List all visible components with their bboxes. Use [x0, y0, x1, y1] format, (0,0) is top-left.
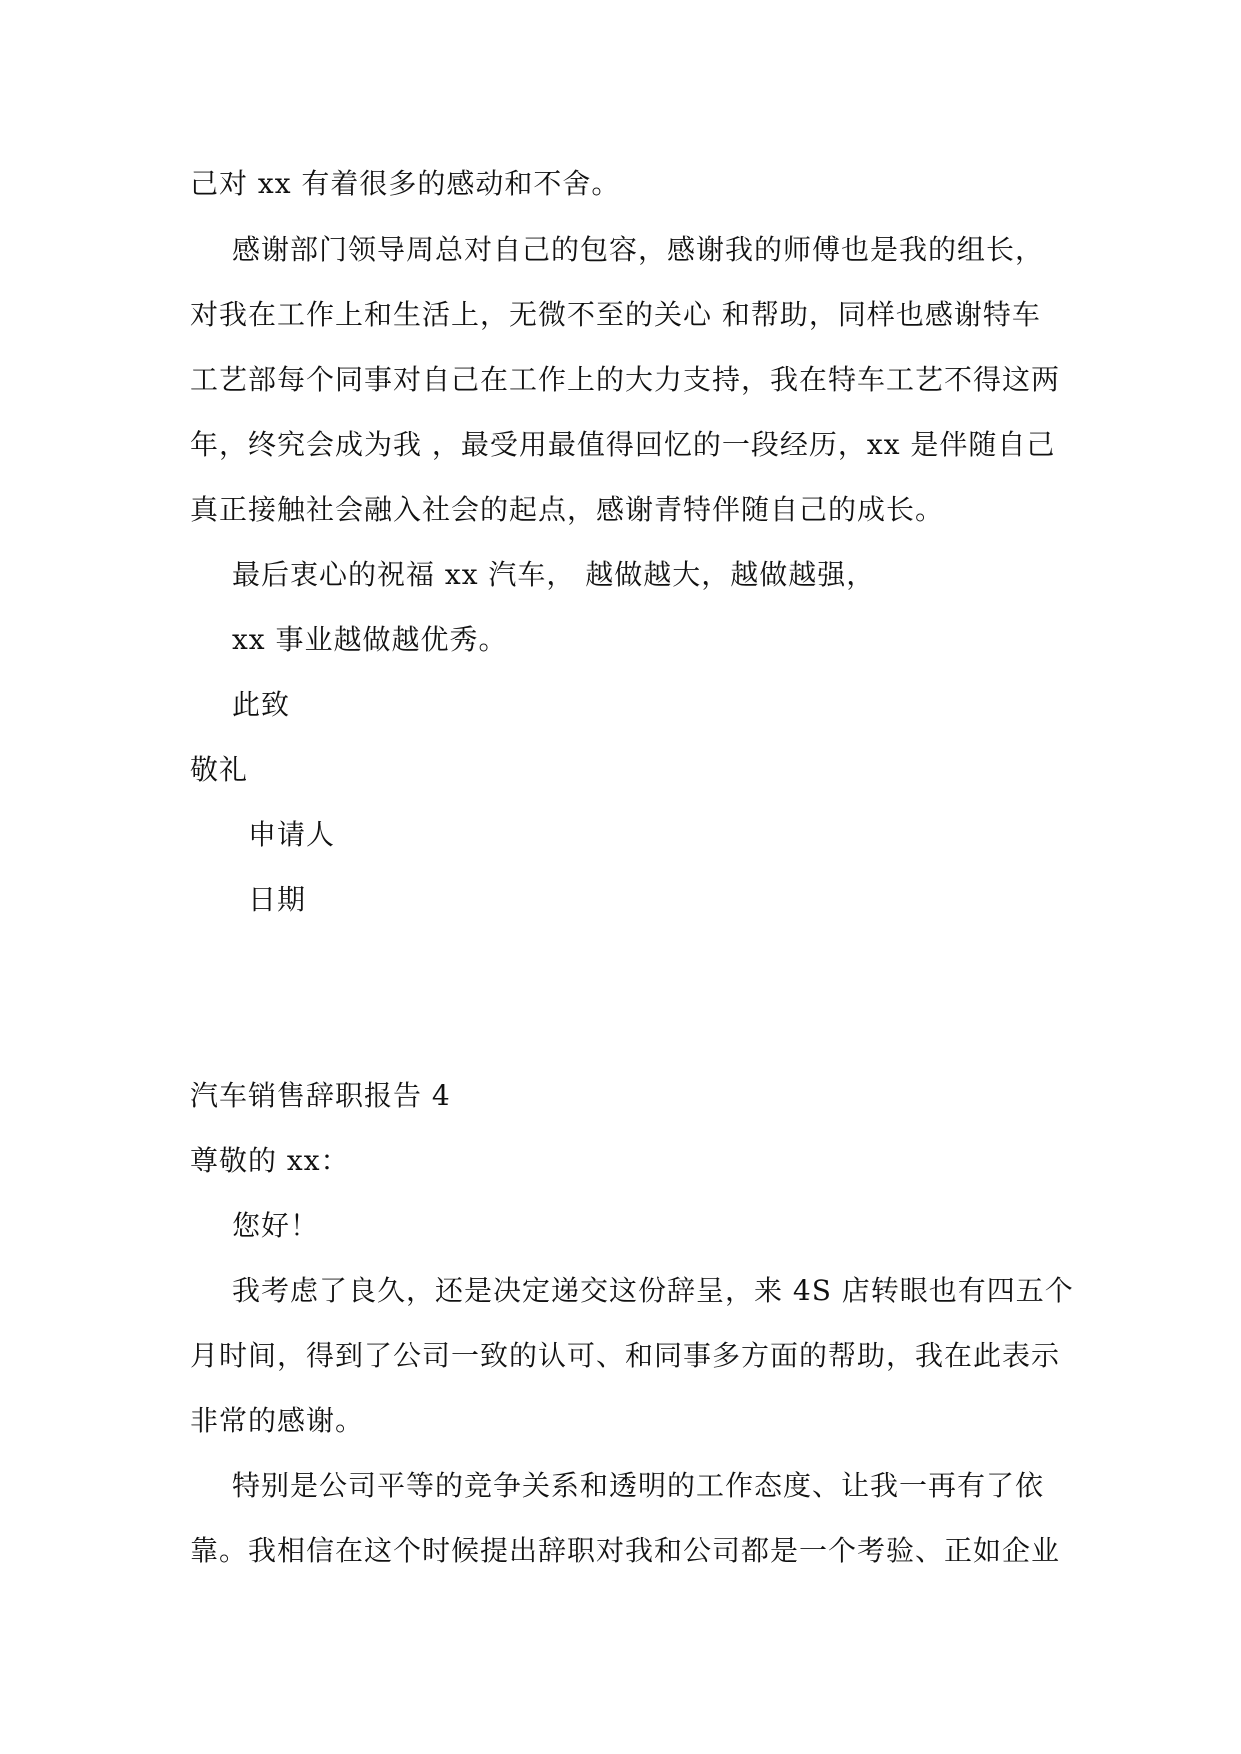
body-text-line: 年，终究会成为我 ，最受用最值得回忆的一段经历，xx 是伴随自己: [190, 428, 1056, 461]
body-text-line: 靠。我相信在这个时候提出辞职对我和公司都是一个考验、正如企业: [190, 1534, 1061, 1567]
greeting: 您好！: [232, 1209, 320, 1242]
signature-applicant: 申请人: [248, 818, 336, 851]
body-text-line: 对我在工作上和生活上，无微不至的关心 和帮助，同样也感谢特车: [190, 298, 1041, 331]
body-text-line: 感谢部门领导周总对自己的包容，感谢我的师傅也是我的组长，: [232, 233, 1045, 266]
body-text-line: 我考虑了良久，还是决定递交这份辞呈，来 4S 店转眼也有四五个: [232, 1274, 1074, 1307]
body-text-line: 月时间，得到了公司一致的认可、和同事多方面的帮助，我在此表示: [190, 1339, 1061, 1372]
signature-date: 日期: [248, 883, 307, 916]
body-text-line: 特别是公司平等的竞争关系和透明的工作态度、让我一再有了依: [232, 1469, 1045, 1502]
closing-salutation: 敬礼: [190, 753, 249, 786]
body-text-line: 己对 xx 有着很多的感动和不舍。: [190, 167, 621, 200]
section-title: 汽车销售辞职报告 4: [190, 1079, 451, 1112]
body-text-line: 工艺部每个同事对自己在工作上的大力支持，我在特车工艺不得这两: [190, 363, 1061, 396]
body-text-line: 真正接触社会融入社会的起点，感谢青特伴随自己的成长。: [190, 493, 945, 526]
body-text-line: 非常的感谢。: [190, 1404, 365, 1437]
body-text-line: xx 事业越做越优秀。: [232, 623, 508, 656]
closing-phrase: 此致: [232, 688, 291, 721]
body-text-line: 最后衷心的祝福 xx 汽车， 越做越大，越做越强，: [232, 558, 876, 591]
greeting-recipient: 尊敬的 xx：: [190, 1144, 350, 1177]
